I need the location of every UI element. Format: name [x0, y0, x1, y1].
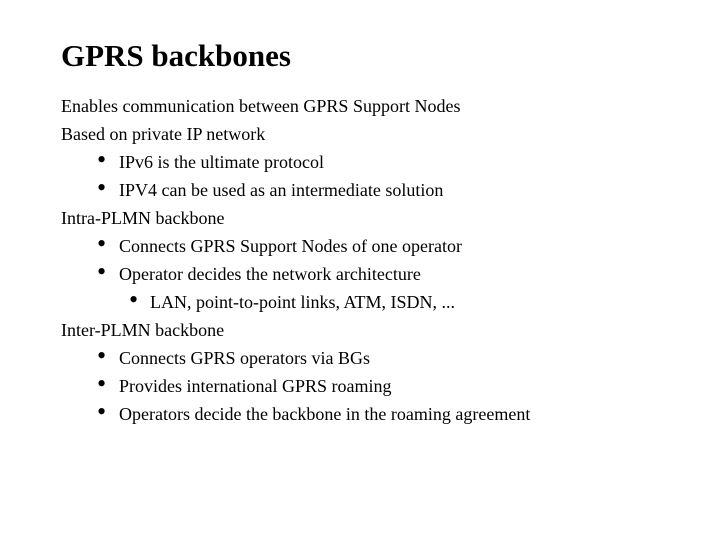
bullet-icon: •	[97, 341, 107, 370]
bullet-item	[61, 92, 711, 120]
bullet-text: IPv6 is the ultimate protocol	[119, 152, 324, 172]
bullet-icon: •	[97, 397, 107, 426]
bullet-icon: •	[97, 145, 107, 174]
bullet-text: Connects GPRS Support Nodes of one operator	[119, 236, 462, 256]
bullet-list	[61, 92, 711, 428]
bullet-icon: •	[97, 229, 107, 258]
bullet-text: Based on private IP network	[61, 124, 266, 144]
bullet-text: Intra-PLMN backbone	[61, 208, 225, 228]
bullet-item	[61, 173, 711, 204]
bullet-icon: •	[129, 285, 139, 314]
bullet-item	[61, 120, 711, 148]
bullet-text: IPV4 can be used as an intermediate solution	[119, 180, 444, 200]
bullet-text: Inter-PLMN backbone	[61, 320, 225, 340]
bullet-item	[61, 285, 711, 316]
bullet-item	[61, 369, 711, 400]
slide-title: GPRS backbones	[61, 38, 291, 73]
bullet-item	[61, 229, 711, 260]
bullet-item	[61, 341, 711, 372]
bullet-text: Operator decides the network architecture	[119, 264, 421, 284]
bullet-item	[61, 257, 711, 288]
bullet-icon: •	[97, 369, 107, 398]
bullet-text: Provides international GPRS roaming	[119, 376, 392, 396]
bullet-text: Operators decide the backbone in the roaming agreement	[119, 404, 531, 424]
bullet-item	[61, 204, 711, 232]
bullet-item	[61, 145, 711, 176]
bullet-text: Connects GPRS operators via BGs	[119, 348, 370, 368]
bullet-text: LAN, point-to-point links, ATM, ISDN, ...	[150, 292, 456, 312]
bullet-item	[61, 316, 711, 344]
bullet-icon: •	[97, 257, 107, 286]
bullet-icon: •	[97, 173, 107, 202]
bullet-item	[61, 397, 711, 428]
bullet-text: Enables communication between GPRS Support Nodes	[61, 96, 461, 116]
